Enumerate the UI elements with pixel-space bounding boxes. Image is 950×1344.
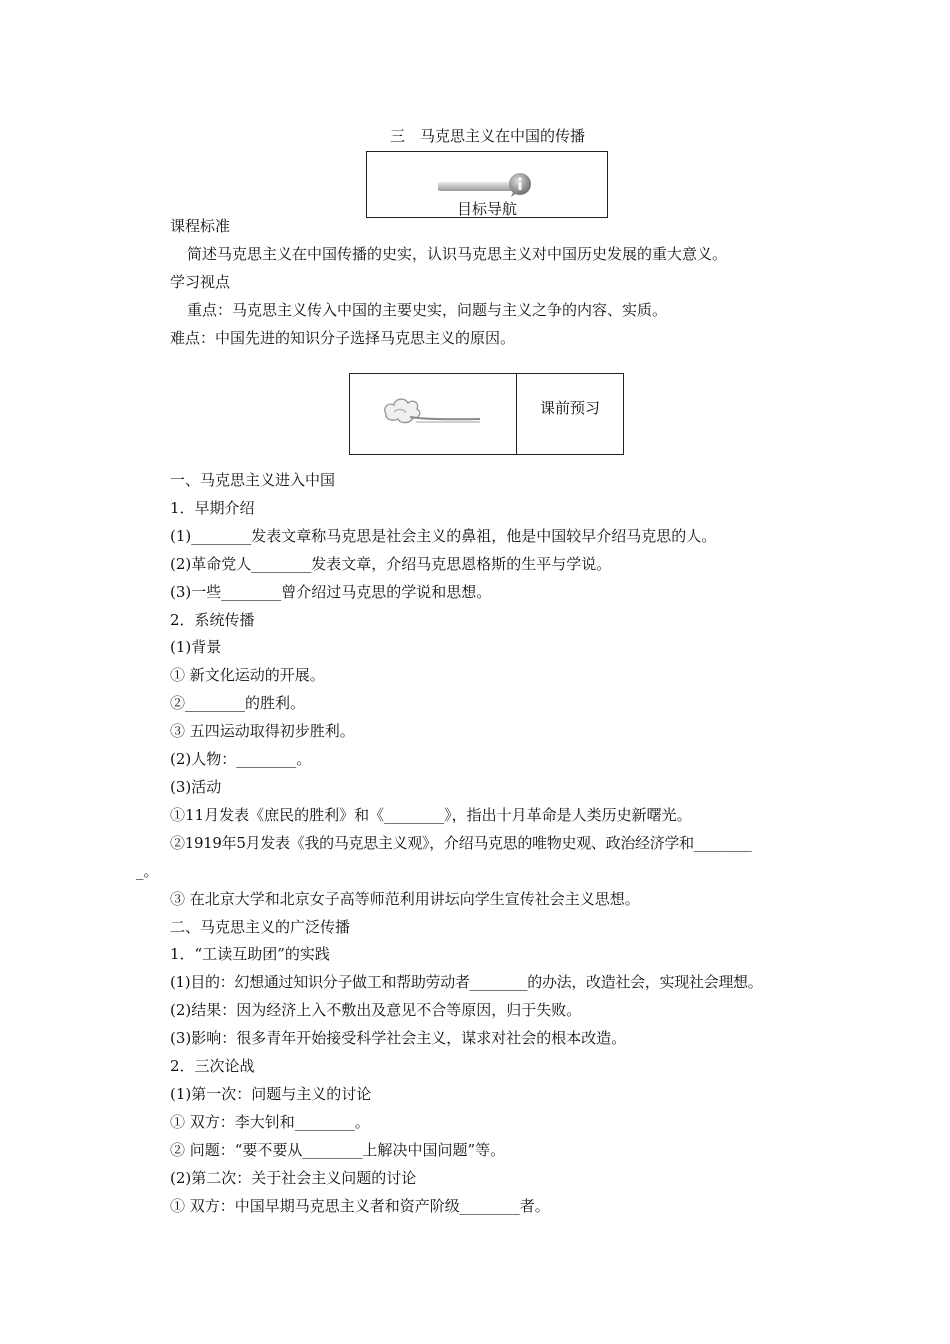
preview-box-label: 课前预习 bbox=[539, 399, 600, 417]
text-line: ②________的胜利。 bbox=[170, 694, 306, 712]
text-line: ①11月发表《庶民的胜利》和《________》，指出十月革命是人类历史新曙光。 bbox=[170, 806, 692, 824]
text-line: (1)________发表文章称马克思是社会主义的鼻祖，他是中国较早介绍马克思的人。 bbox=[170, 527, 717, 545]
text-line: ① 新文化运动的开展。 bbox=[170, 666, 325, 684]
text-line: ②1919年5月发表《我的马克思主义观》，介绍马克思的唯物史观、政治经济学和________ bbox=[170, 834, 752, 852]
viewpoint-heading: 学习视点 bbox=[170, 273, 231, 291]
text-line: (3)影响：很多青年开始接受科学社会主义，谋求对社会的根本改造。 bbox=[170, 1029, 627, 1047]
text-line: (2)革命党人________发表文章，介绍马克思恩格斯的生平与学说。 bbox=[170, 555, 612, 573]
cloud-icon bbox=[380, 394, 484, 430]
text-line: 1．早期介绍 bbox=[170, 499, 255, 517]
text-line: ③ 五四运动取得初步胜利。 bbox=[170, 722, 355, 740]
text-line: 1．“工读互助团”的实践 bbox=[170, 945, 330, 963]
text-line: (3)一些________曾介绍过马克思的学说和思想。 bbox=[170, 583, 492, 601]
standard-heading: 课程标准 bbox=[170, 217, 231, 235]
nav-box-label: 目标导航 bbox=[456, 200, 517, 218]
page-title: 三 马克思主义在中国的传播 bbox=[389, 127, 585, 145]
text-line: (2)第二次：关于社会主义问题的讨论 bbox=[170, 1169, 417, 1187]
text-line: (2)结果：因为经济上入不敷出及意见不合等原因，归于失败。 bbox=[170, 1001, 582, 1019]
text-line: 2．系统传播 bbox=[170, 611, 255, 629]
text-line: 二、马克思主义的广泛传播 bbox=[170, 918, 351, 936]
viewpoint-key: 重点：马克思主义传入中国的主要史实，问题与主义之争的内容、实质。 bbox=[187, 301, 668, 319]
text-line: ② 问题：“要不要从________上解决中国问题”等。 bbox=[170, 1141, 506, 1159]
standard-text: 简述马克思主义在中国传播的史实，认识马克思主义对中国历史发展的重大意义。 bbox=[187, 245, 728, 263]
text-line: (1)背景 bbox=[170, 638, 222, 656]
text-line: ① 双方：中国早期马克思主义者和资产阶级________者。 bbox=[170, 1197, 550, 1215]
preview-box bbox=[349, 373, 624, 455]
text-line: (3)活动 bbox=[170, 778, 222, 796]
text-line: _。 bbox=[136, 862, 159, 880]
viewpoint-difficult: 难点：中国先进的知识分子选择马克思主义的原因。 bbox=[170, 329, 516, 347]
info-icon bbox=[507, 172, 533, 198]
text-line: 2．三次论战 bbox=[170, 1057, 255, 1075]
text-line: (1)第一次：问题与主义的讨论 bbox=[170, 1085, 372, 1103]
text-line: (2)人物：________。 bbox=[170, 750, 312, 768]
text-line: (1)目的：幻想通过知识分子做工和帮助劳动者________的办法，改造社会，实现社会理想。 bbox=[170, 973, 763, 991]
text-line: ③ 在北京大学和北京女子高等师范利用讲坛向学生宣传社会主义思想。 bbox=[170, 890, 640, 908]
nav-box bbox=[366, 151, 608, 218]
text-line: 一、马克思主义进入中国 bbox=[170, 471, 336, 489]
text-line: ① 双方：李大钊和________。 bbox=[170, 1113, 370, 1131]
